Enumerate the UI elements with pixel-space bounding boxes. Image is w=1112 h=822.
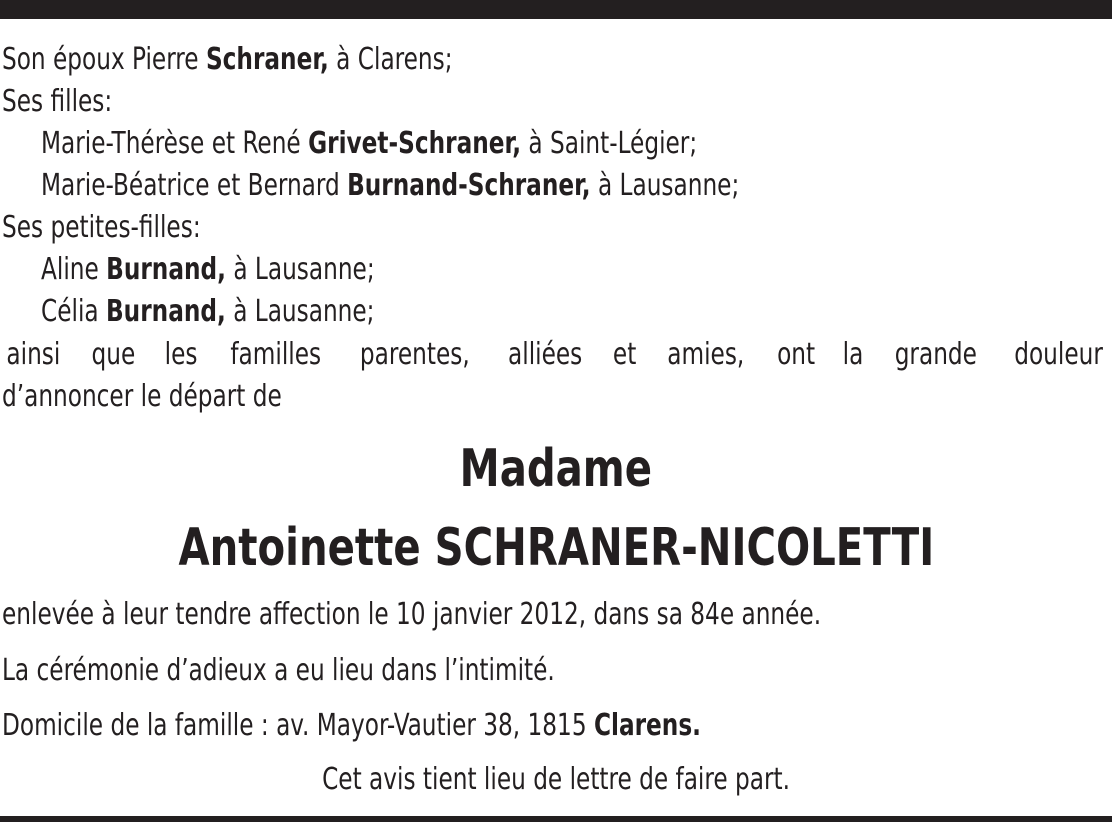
announcement-word: les — [164, 337, 198, 372]
granddaughter-surname: Burnand, — [106, 252, 226, 287]
granddaughter-suffix: à Lausanne; — [225, 294, 375, 329]
granddaughter-line — [41, 291, 375, 333]
granddaughter-prefix: Célia — [41, 294, 106, 329]
granddaughter-suffix: à Lausanne; — [225, 252, 375, 287]
deceased-name-text: Antoinette SCHRANER-NICOLETTI — [178, 518, 934, 578]
top-rule — [0, 0, 1112, 19]
announcement-word: alliées — [507, 337, 583, 372]
daughters-label: Ses filles: — [2, 84, 113, 119]
announcement-word: que — [91, 337, 136, 372]
granddaughters-label: Ses petites-filles: — [2, 210, 201, 245]
deceased-title — [0, 434, 1112, 504]
daughter-suffix: à Lausanne; — [590, 168, 740, 203]
daughter-line — [41, 165, 739, 207]
ceremony-details: La cérémonie d’adieux a eu lieu dans l’intimité. — [2, 653, 555, 688]
announcement-word: grande — [894, 337, 978, 372]
daughter-prefix: Marie-Thérèse et René — [41, 126, 309, 161]
bottom-rule — [0, 816, 1112, 822]
announcement-line-1 — [2, 334, 1110, 376]
domicile-prefix: Domicile de la famille : av. Mayor-Vautier 38, 1815 — [2, 708, 594, 743]
daughter-prefix: Marie-Béatrice et Bernard — [41, 168, 348, 203]
daughter-line — [41, 123, 697, 165]
announcement-word: amies, — [667, 337, 745, 372]
announcement-word: familles — [230, 337, 321, 372]
granddaughter-line — [41, 249, 375, 291]
notice-line — [0, 759, 1112, 801]
daughter-suffix: à Saint-Légier; — [521, 126, 698, 161]
spouse-prefix: Son époux Pierre — [2, 42, 206, 77]
announcement-word: douleur — [1014, 337, 1103, 372]
granddaughter-prefix: Aline — [41, 252, 107, 287]
granddaughter-surname: Burnand, — [105, 294, 226, 329]
spouse-line — [2, 39, 453, 81]
daughter-surname: Grivet-Schraner, — [308, 126, 522, 161]
death-details: enlevée à leur tendre affection le 10 janvier 2012, dans sa 84e année. — [2, 597, 822, 632]
deceased-title-text: Madame — [459, 439, 653, 499]
notice-text: Cet avis tient lieu de lettre de faire part. — [322, 762, 790, 797]
deceased-name — [0, 513, 1112, 583]
announcement-word: ainsi — [6, 337, 61, 372]
announcement-word: ont — [777, 337, 816, 372]
announcement-word: la — [842, 337, 864, 372]
announcement-word: parentes, — [360, 337, 470, 372]
announcement-word: et — [613, 337, 637, 372]
announcement-line-2: d’annoncer le départ de — [2, 379, 282, 414]
spouse-surname: Schraner, — [205, 42, 329, 77]
domicile-line — [2, 705, 701, 747]
daughter-surname: Burnand-Schraner, — [347, 168, 591, 203]
spouse-suffix: à Clarens; — [328, 42, 453, 77]
domicile-city: Clarens. — [593, 708, 701, 743]
